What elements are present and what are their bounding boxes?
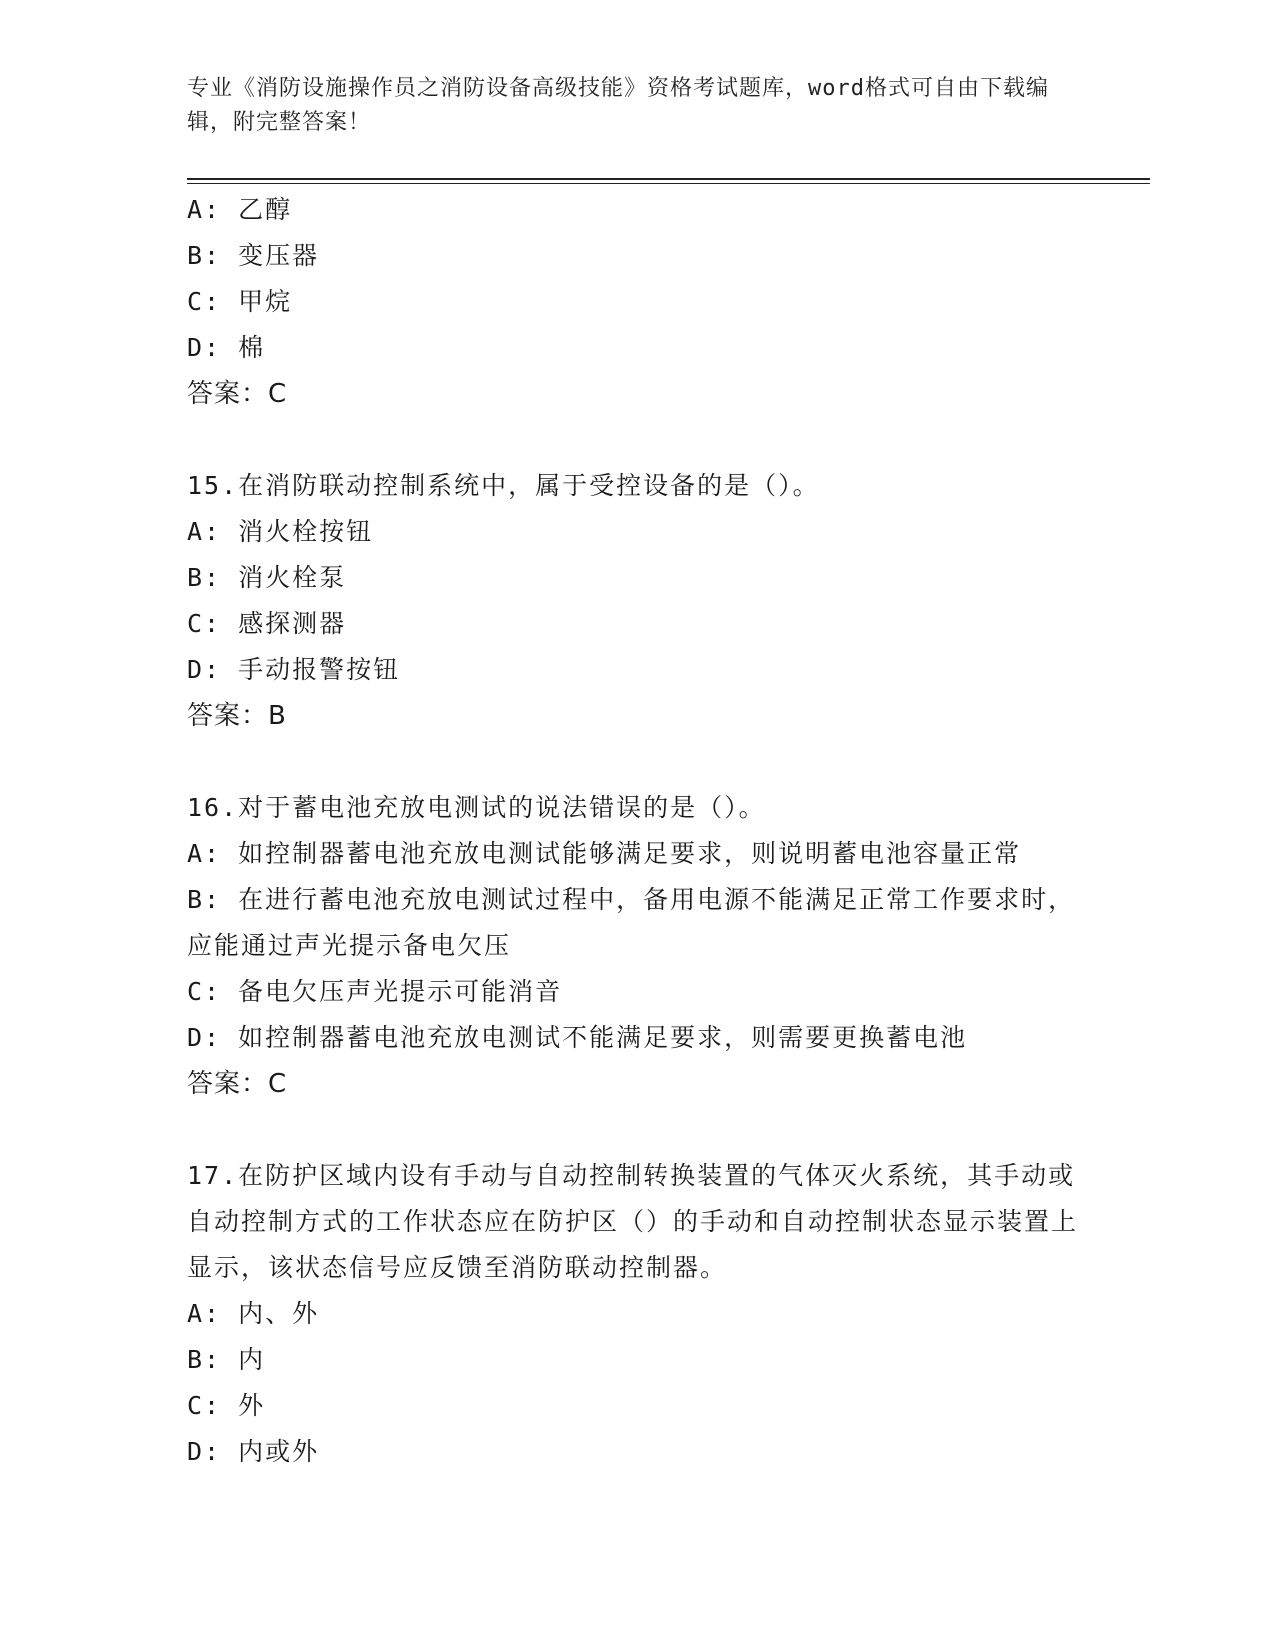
header-rule-top xyxy=(187,178,1150,180)
option-a: A: 乙醇 xyxy=(187,195,293,224)
header-rule-bottom xyxy=(187,183,1150,184)
answer: 答案：C xyxy=(187,1069,288,1099)
question-content xyxy=(187,187,1087,1475)
option-b: B: 在进行蓄电池充放电测试过程中，备用电源不能满足正常工作要求时，应能通过声光提示备电欠压 xyxy=(187,885,1076,960)
question-16 xyxy=(187,785,1087,1107)
option-a: A: 内、外 xyxy=(187,1299,320,1328)
question-stem: 16.对于蓄电池充放电测试的说法错误的是（）。 xyxy=(187,793,766,822)
option-b: B: 内 xyxy=(187,1345,266,1374)
option-a: A: 如控制器蓄电池充放电测试能够满足要求，则说明蓄电池容量正常 xyxy=(187,839,1022,868)
question-stem: 15.在消防联动控制系统中，属于受控设备的是（）。 xyxy=(187,471,820,500)
option-d: D: 手动报警按钮 xyxy=(187,655,401,684)
option-d: D: 内或外 xyxy=(187,1437,320,1466)
spacer xyxy=(187,739,1087,785)
question-stem: 17.在防护区域内设有手动与自动控制转换装置的气体灭火系统，其手动或自动控制方式的工作状态应在防护区（）的手动和自动控制状态显示装置上显示，该状态信号应反馈至消防联动控制器。 xyxy=(187,1161,1079,1282)
option-b: B: 消火栓泵 xyxy=(187,563,347,592)
option-c: C: 外 xyxy=(187,1391,266,1420)
answer: 答案：B xyxy=(187,701,287,731)
option-a: A: 消火栓按钮 xyxy=(187,517,374,546)
option-d: D: 棉 xyxy=(187,333,266,362)
spacer xyxy=(187,417,1087,463)
spacer xyxy=(187,1107,1087,1153)
option-b: B: 变压器 xyxy=(187,241,320,270)
question-14 xyxy=(187,187,1087,417)
document-header: 专业《消防设施操作员之消防设备高级技能》资格考试题库，word格式可自由下载编辑，附完整答案！ xyxy=(187,76,1049,135)
question-17 xyxy=(187,1153,1087,1475)
option-d: D: 如控制器蓄电池充放电测试不能满足要求，则需要更换蓄电池 xyxy=(187,1023,968,1052)
question-15 xyxy=(187,463,1087,739)
option-c: C: 感探测器 xyxy=(187,609,347,638)
option-c: C: 备电欠压声光提示可能消音 xyxy=(187,977,563,1006)
option-c: C: 甲烷 xyxy=(187,287,293,316)
answer: 答案：C xyxy=(187,379,288,409)
